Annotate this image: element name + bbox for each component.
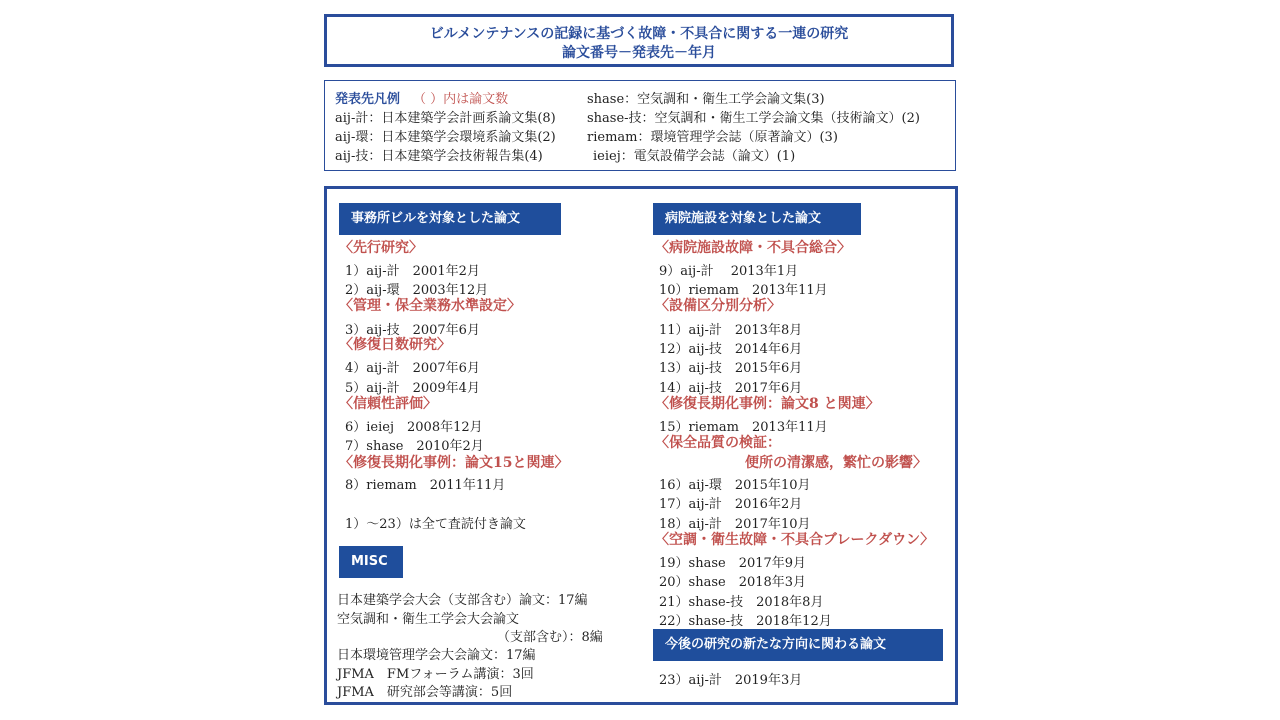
paper-entry: 9）aij-計 2013年1月 <box>659 264 799 279</box>
paper-entry: 2）aij-環 2003年12月 <box>345 283 489 298</box>
paper-entry: 1）aij-計 2001年2月 <box>345 264 480 279</box>
paper-entry: 15）riemam 2013年11月 <box>659 420 828 435</box>
main-title: ビルメンテナンスの記録に基づく故障・不具合に関する一連の研究 <box>429 26 849 42</box>
category-label: 〈修復長期化事例：論文8 と関連〉 <box>655 396 880 412</box>
subtitle: 論文番号－発表先－年月 <box>562 45 716 61</box>
category-label: 〈病院施設故障・不具合総合〉 <box>655 240 851 256</box>
paper-entry: 19）shase 2017年9月 <box>659 556 807 571</box>
misc-line: 日本環境管理学会大会論文：17編 <box>337 648 536 663</box>
paper-entry: 16）aij-環 2015年10月 <box>659 478 811 493</box>
paper-entry: 17）aij-計 2016年2月 <box>659 497 803 512</box>
paper-entry: 10）riemam 2013年11月 <box>659 283 828 298</box>
misc-section-header: MISC <box>339 546 403 578</box>
misc-line: JFMA FMフォーラム講演：3回 <box>337 667 534 682</box>
paper-entry: 7）shase 2010年2月 <box>345 439 484 454</box>
paper-entry: 4）aij-計 2007年6月 <box>345 361 480 376</box>
category-label: 〈先行研究〉 <box>339 240 423 256</box>
paper-entry: 8）riemam 2011年11月 <box>345 478 506 493</box>
paper-entry: 22）shase-技 2018年12月 <box>659 614 832 629</box>
category-label: 〈空調・衛生故障・不具合ブレークダウン〉 <box>655 532 935 548</box>
legend-item: riemam：環境管理学会誌（原著論文）(3) <box>587 130 838 145</box>
main-box <box>324 186 958 705</box>
paper-entry: 12）aij-技 2014年6月 <box>659 342 803 357</box>
category-label: 〈修復長期化事例：論文15と関連〉 <box>339 455 569 471</box>
category-label: 〈管理・保全業務水準設定〉 <box>339 298 521 314</box>
title-box <box>324 14 954 67</box>
hospital-section-header: 病院施設を対象とした論文 <box>653 203 861 235</box>
paper-entry: 21）shase-技 2018年8月 <box>659 595 824 610</box>
category-label: 〈保全品質の検証： <box>655 435 781 451</box>
paper-entry: 14）aij-技 2017年6月 <box>659 381 803 396</box>
paper-entry: 11）aij-計 2013年8月 <box>659 323 803 338</box>
category-label: 〈設備区分別分析〉 <box>655 298 781 314</box>
paper-entry: 23）aij-計 2019年3月 <box>659 673 803 688</box>
paper-entry: 13）aij-技 2015年6月 <box>659 361 803 376</box>
legend-heading: 発表先凡例 <box>335 92 401 107</box>
misc-line: 空気調和・衛生工学会大会論文 <box>337 612 520 627</box>
legend-item: ieiej：電気設備学会誌（論文）(1) <box>593 149 796 164</box>
legend-item: aij-技：日本建築学会技術報告集(4) <box>335 149 543 164</box>
paper-entry: 18）aij-計 2017年10月 <box>659 517 811 532</box>
paper-entry: 3）aij-技 2007年6月 <box>345 323 480 338</box>
legend-item: shase-技：空気調和・衛生工学会論文集（技術論文）(2) <box>587 111 920 126</box>
category-label: 〈修復日数研究〉 <box>339 337 451 353</box>
misc-line: JFMA 研究部会等講演：5回 <box>337 685 513 700</box>
category-label: 〈信頼性評価〉 <box>339 396 437 412</box>
legend-item: shase：空気調和・衛生工学会論文集(3) <box>587 92 825 107</box>
legend-item: aij-環：日本建築学会環境系論文集(2) <box>335 130 556 145</box>
future-section-header: 今後の研究の新たな方向に関わる論文 <box>653 629 943 661</box>
refereed-note: 1）～23）は全て査読付き論文 <box>345 517 526 532</box>
legend-item: aij-計：日本建築学会計画系論文集(8) <box>335 111 556 126</box>
category-label: 便所の清潔感，繁忙の影響〉 <box>745 455 927 471</box>
paper-entry: 6）ieiej 2008年12月 <box>345 420 483 435</box>
misc-line: 日本建築学会大会（支部含む）論文：17編 <box>337 593 588 608</box>
misc-line: （支部含む）：8編 <box>497 630 603 645</box>
paper-entry: 5）aij-計 2009年4月 <box>345 381 480 396</box>
legend-paren-note: （ ）内は論文数 <box>413 92 509 107</box>
legend-box <box>324 80 956 171</box>
paper-entry: 20）shase 2018年3月 <box>659 575 807 590</box>
office-section-header: 事務所ビルを対象とした論文 <box>339 203 561 235</box>
